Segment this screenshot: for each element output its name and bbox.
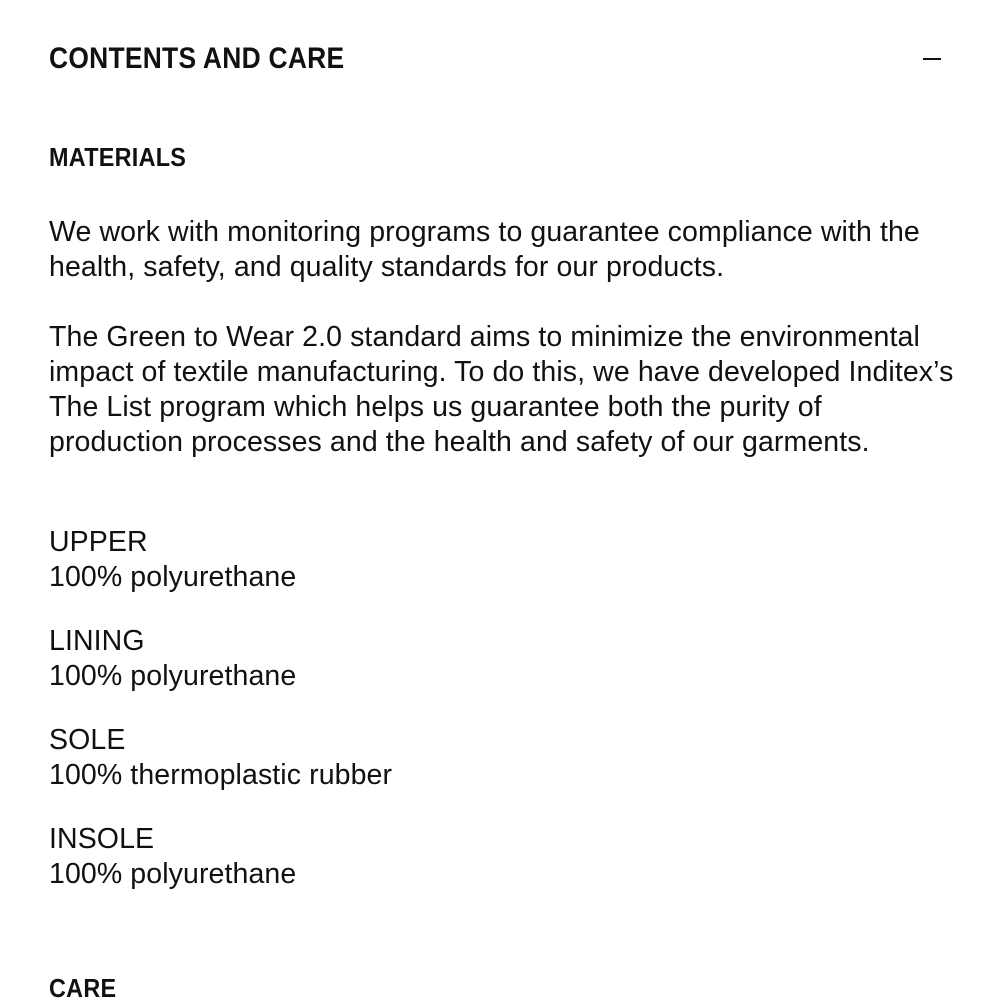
component-part-label: SOLE xyxy=(49,724,126,756)
contents-and-care-accordion-header[interactable] xyxy=(49,36,949,82)
component-upper xyxy=(49,525,949,595)
materials-paragraph-monitoring: We work with monitoring programs to guarantee compliance with the health, safety, and quality standards for our products. xyxy=(49,216,920,283)
component-sole xyxy=(49,723,949,793)
minus-icon xyxy=(923,58,941,60)
component-composition: 100% thermoplastic rubber xyxy=(49,759,393,791)
component-insole xyxy=(49,822,949,892)
component-composition: 100% polyurethane xyxy=(49,660,297,692)
care-heading: CARE xyxy=(49,973,117,1000)
component-lining xyxy=(49,624,949,694)
component-part-label: INSOLE xyxy=(49,823,155,855)
component-part-label: LINING xyxy=(49,625,145,657)
materials-paragraph-green-to-wear: The Green to Wear 2.0 standard aims to minimize the environmental impact of textile manufacturing. To do this, we have developed Inditex’s The List program which helps us guarantee both the purity of production processes and the health and safety of our garments. xyxy=(49,321,954,458)
component-part-label: UPPER xyxy=(49,526,148,558)
section-title: CONTENTS AND CARE xyxy=(49,42,345,75)
component-composition: 100% polyurethane xyxy=(49,561,297,593)
materials-heading: MATERIALS xyxy=(49,142,187,172)
component-composition: 100% polyurethane xyxy=(49,858,297,890)
collapse-button[interactable] xyxy=(917,44,947,74)
